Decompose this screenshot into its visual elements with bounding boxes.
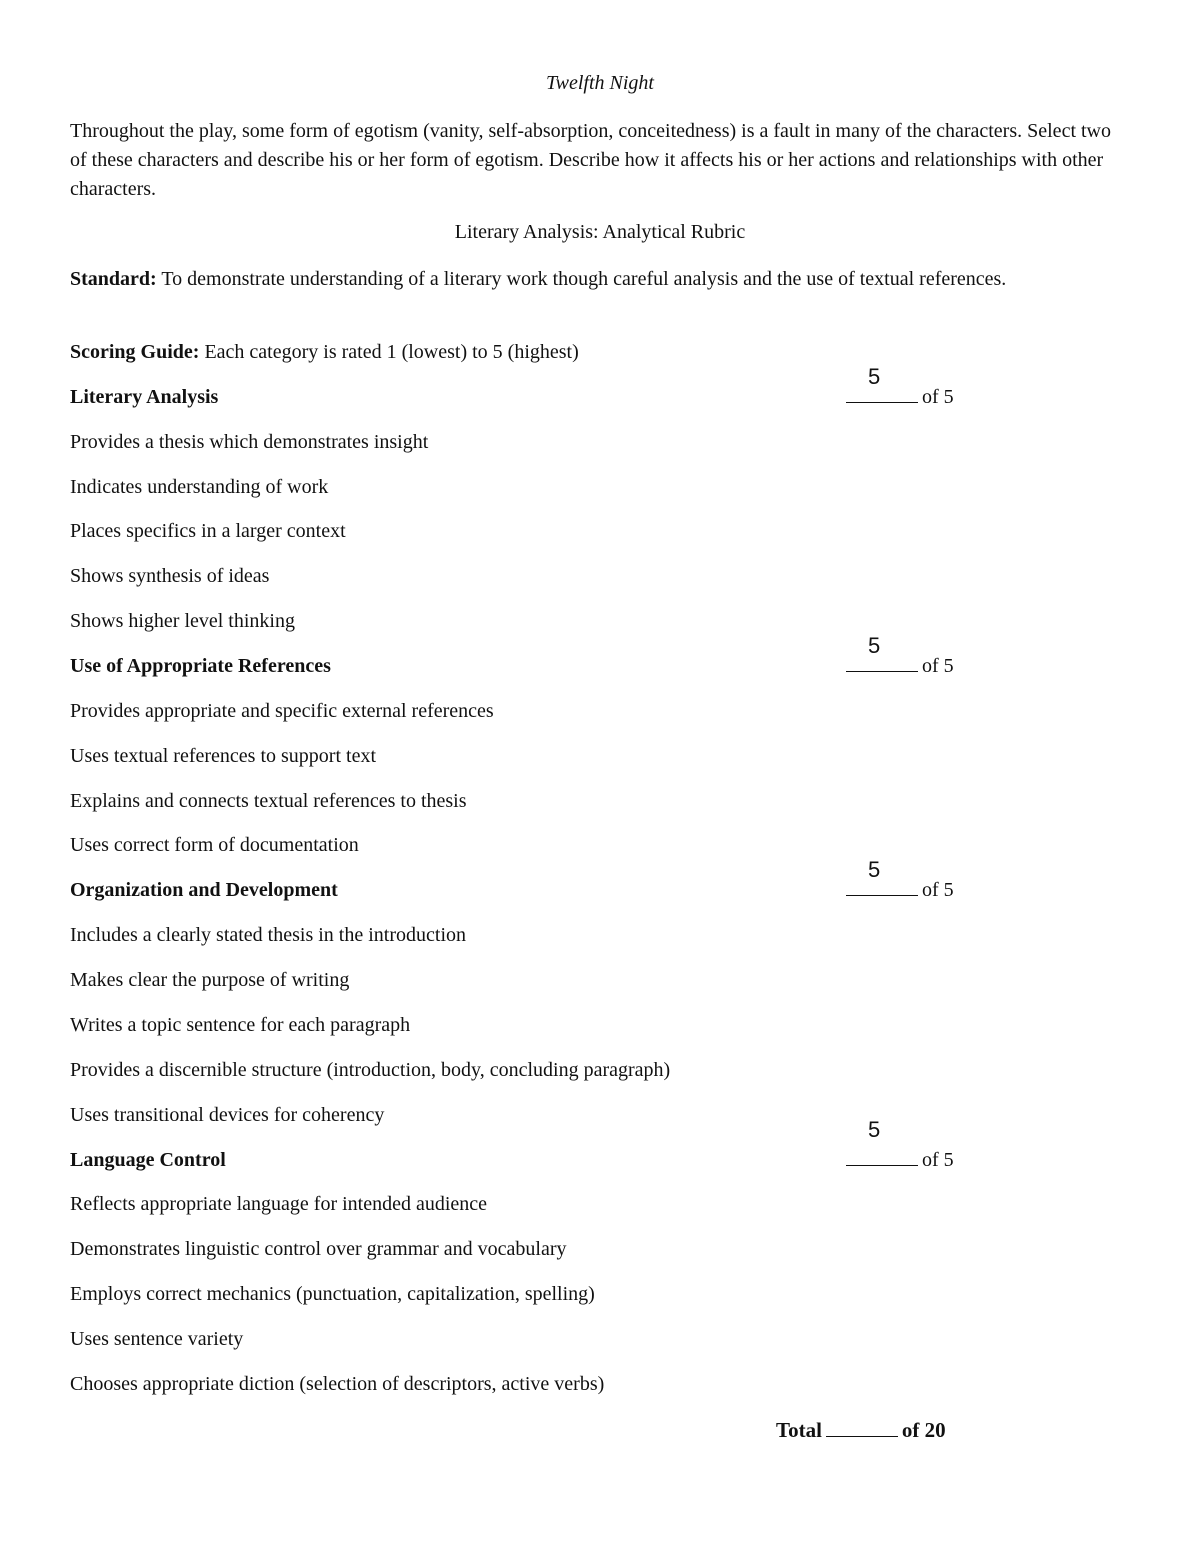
- category-score: [846, 857, 954, 903]
- score-blank: [846, 653, 918, 672]
- category-score: [846, 633, 954, 679]
- criterion-item: Chooses appropriate diction (selection of descriptors, active verbs): [70, 1373, 605, 1395]
- handwritten-score: 5: [868, 633, 881, 658]
- score-of-label: of 5: [922, 1149, 954, 1171]
- scoring-guide-text: Each category is rated 1 (lowest) to 5 (highest): [199, 341, 579, 363]
- category-score: [846, 1117, 954, 1173]
- criterion-item: Uses correct form of documentation: [70, 834, 359, 856]
- category-score: [846, 364, 954, 410]
- total-label: Total: [776, 1418, 822, 1442]
- standard-label: Standard:: [70, 268, 157, 290]
- category-heading: Organization and Development: [70, 879, 338, 901]
- criterion-item: Provides a discernible structure (introduction, body, concluding paragraph): [70, 1059, 671, 1081]
- score-blank: [846, 877, 918, 896]
- score-blank: [846, 1147, 918, 1166]
- criterion-item: Makes clear the purpose of writing: [70, 969, 350, 991]
- scoring-guide-label: Scoring Guide:: [70, 341, 200, 363]
- total-score: [776, 1417, 946, 1443]
- criterion-item: Provides a thesis which demonstrates insight: [70, 431, 429, 453]
- criterion-item: Shows synthesis of ideas: [70, 565, 270, 587]
- rubric-title: Literary Analysis: Analytical Rubric: [454, 221, 746, 243]
- criterion-item: Indicates understanding of work: [70, 476, 329, 498]
- criterion-item: Provides appropriate and specific external references: [70, 700, 494, 722]
- handwritten-score: 5: [868, 364, 881, 389]
- score-of-label: of 5: [922, 655, 954, 677]
- criterion-item: Writes a topic sentence for each paragraph: [70, 1014, 411, 1036]
- criterion-item: Uses transitional devices for coherency: [70, 1104, 385, 1126]
- score-blank: [846, 384, 918, 403]
- criterion-item: Uses sentence variety: [70, 1328, 244, 1350]
- total-of-label: of 20: [901, 1418, 946, 1442]
- document-title: Twelfth Night: [546, 72, 654, 94]
- handwritten-score: 5: [868, 857, 881, 882]
- handwritten-score: 5: [868, 1117, 881, 1142]
- essay-prompt: Throughout the play, some form of egotism (vanity, self-absorption, conceitedness) is a fault in many of the characters. Select two of these characters and describe his or her form of egotism. Describe how it affects his or her actions and relationships with other characters.: [70, 120, 1111, 200]
- criterion-item: Explains and connects textual references to thesis: [70, 790, 467, 812]
- criterion-item: Uses textual references to support text: [70, 745, 377, 767]
- category-heading: Language Control: [70, 1149, 226, 1171]
- score-of-label: of 5: [922, 386, 954, 408]
- criterion-item: Employs correct mechanics (punctuation, capitalization, spelling): [70, 1283, 595, 1305]
- criterion-item: Demonstrates linguistic control over grammar and vocabulary: [70, 1238, 567, 1260]
- criterion-item: Reflects appropriate language for intended audience: [70, 1193, 488, 1215]
- criterion-item: Places specifics in a larger context: [70, 520, 346, 542]
- standard-text: To demonstrate understanding of a literary work though careful analysis and the use of textual references.: [156, 268, 1007, 290]
- criterion-item: Includes a clearly stated thesis in the introduction: [70, 924, 466, 946]
- score-of-label: of 5: [922, 879, 954, 901]
- total-blank: [826, 1418, 898, 1437]
- category-heading: Literary Analysis: [70, 386, 219, 408]
- scoring-guide: [70, 339, 579, 365]
- criterion-item: Shows higher level thinking: [70, 610, 295, 632]
- standard-statement: [70, 265, 1090, 294]
- category-heading: Use of Appropriate References: [70, 655, 331, 677]
